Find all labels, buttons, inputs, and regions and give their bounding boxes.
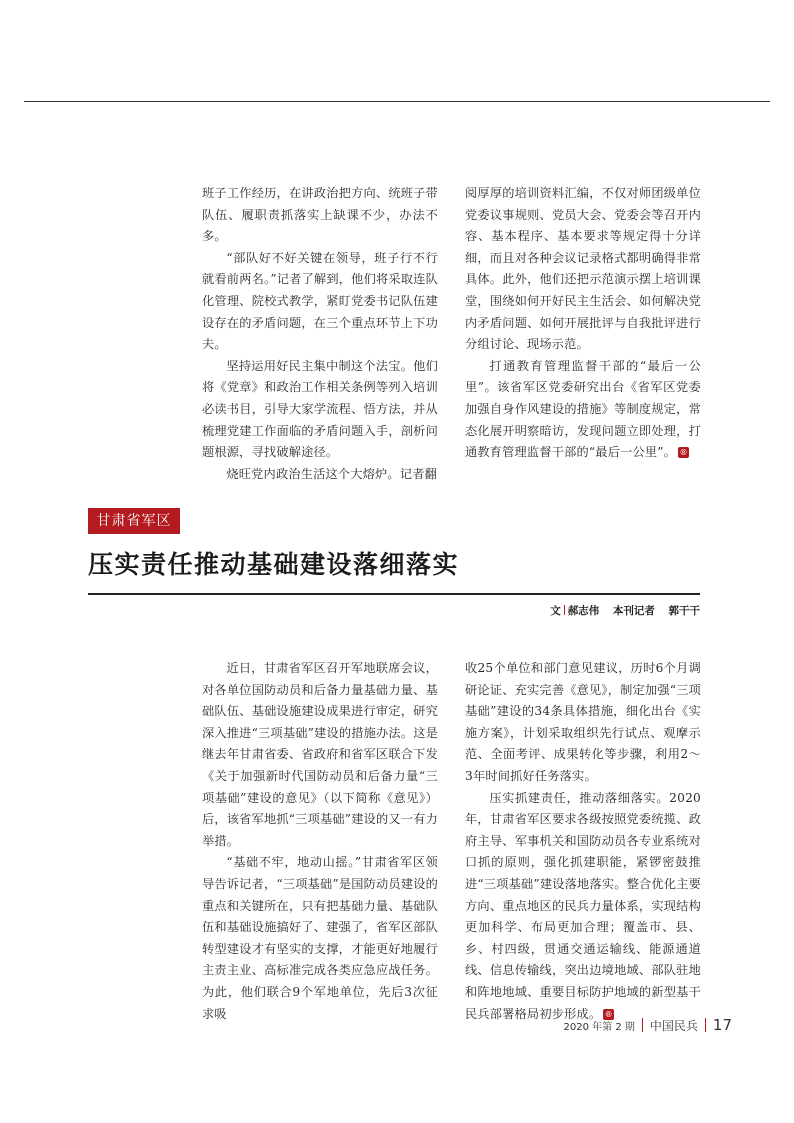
page-number: 17 xyxy=(712,1016,732,1034)
paragraph xyxy=(465,356,701,464)
article-title: 压实责任推动基础建设落细落实 xyxy=(88,550,460,579)
paragraph-text: 打通教育管理监督干部的“最后一公里”。该省军区党委研究出台《省军区党委加强自身作风建设的措施》等制度规定，常态化展开明察暗访，发现问题立即处理，打通教育管理监督干部的“最后一公里”。 xyxy=(465,358,701,460)
article-right-column xyxy=(465,658,701,1025)
author-name: 郝志伟 xyxy=(567,605,600,617)
end-mark-icon: ® xyxy=(604,1009,613,1019)
section-tag: 甘肃省军区 xyxy=(88,508,180,534)
byline-separator xyxy=(564,605,565,615)
byline-prefix: 文 xyxy=(550,605,561,617)
paragraph-text: 压实抓建责任，推动落细落实。2020年，甘肃省军区要求各级按照党委统揽、政府主导、军事机关和国防动员各专业系统对口抓的原则，强化抓建职能，紧锣密鼓推进“三项基础”建设落地落实。整合优化主要方向、重点地区的民兵力量体系，实现结构更加科学、布局更加合理；覆盖市、县、乡、村四级，贯通交通运输线、能源通道线、信息传输线，突出边境地域、部队驻地和阵地地域、重要目标防护地域的新型基干民兵部署格局初步形成。 xyxy=(465,790,701,1021)
byline xyxy=(550,603,700,618)
paragraph: 班子工作经历，在讲政治把方向、统班子带队伍、履职责抓落实上缺课不少，办法不多。 xyxy=(202,186,438,244)
paragraph: 烧旺党内政治生活这个大熔炉。记者翻 xyxy=(226,466,437,481)
header-rule xyxy=(24,101,770,102)
paragraph: 阅厚厚的培训资料汇编，不仅对师团级单位党委议事规则、党员大会、党委会等召开内容、基本程序、基本要求等规定得十分详细，而且对各种会议记录格式都明确得非常具体。此外，他们还把示范演示摆上培训课堂，围绕如何开好民主生活会、如何解决党内矛盾问题、如何开展批评与自我批评进行分组讨论、现场示范。 xyxy=(465,186,701,352)
author-role: 本刊记者 xyxy=(612,605,655,617)
issue-label: 2020 年第 2 期 xyxy=(563,1021,635,1033)
page-footer xyxy=(564,1016,732,1034)
top-article-left-column xyxy=(202,183,438,485)
paragraph: 坚持运用好民主集中制这个法宝。他们将《党章》和政治工作相关条例等列入培训必读书目，引导大家学流程、悟方法，并从梳理党建工作面临的矛盾问题入手，剖析问题根源，寻找破解途径。 xyxy=(202,358,438,460)
author-name: 郭干干 xyxy=(668,605,700,617)
paragraph: “基础不牢，地动山摇。”甘肃省军区领导告诉记者，“三项基础”是国防动员建设的重点和关键所在，只有把基础力量、基础队伍和基础设施搞好了、建强了，省军区部队转型建设才有坚实的支撑，才能更好地履行主责主业、高标准完成各类应急应战任务。为此，他们联合9个军地单位，先后3次征求吸 xyxy=(202,855,438,1021)
paragraph xyxy=(465,788,701,1026)
footer-separator xyxy=(705,1018,706,1032)
top-article-right-column xyxy=(465,183,701,464)
paragraph: 收25个单位和部门意见建议，历时6个月调研论证、充实完善《意见》，制定加强“三项基础”建设的34条具体措施，细化出台《实施方案》，计划采取组织先行试点、观摩示范、全面考评、成果转化等步骤，利用2～3年时间抓好任务落实。 xyxy=(465,661,701,783)
paragraph: 近日，甘肃省军区召开军地联席会议，对各单位国防动员和后备力量基础力量、基础队伍、基础设施建设成果进行审定，研究深入推进“三项基础”建设的措施办法。这是继去年甘肃省委、省政府和省军区联合下发《关于加强新时代国防动员和后备力量“三项基础”建设的意见》（以下简称《意见》）后，该省军地抓“三项基础”建设的又一有力举措。 xyxy=(202,661,438,848)
magazine-name: 中国民兵 xyxy=(649,1018,698,1033)
footer-separator xyxy=(642,1018,643,1032)
title-rule xyxy=(88,593,700,595)
paragraph: “部队好不好关键在领导，班子行不行就看前两名。”记者了解到，他们将采取连队化管理、院校式教学，紧盯党委书记队伍建设存在的矛盾问题，在三个重点环节上下功夫。 xyxy=(202,250,438,352)
article-left-column xyxy=(202,658,438,1025)
end-mark-icon: ® xyxy=(679,448,688,458)
